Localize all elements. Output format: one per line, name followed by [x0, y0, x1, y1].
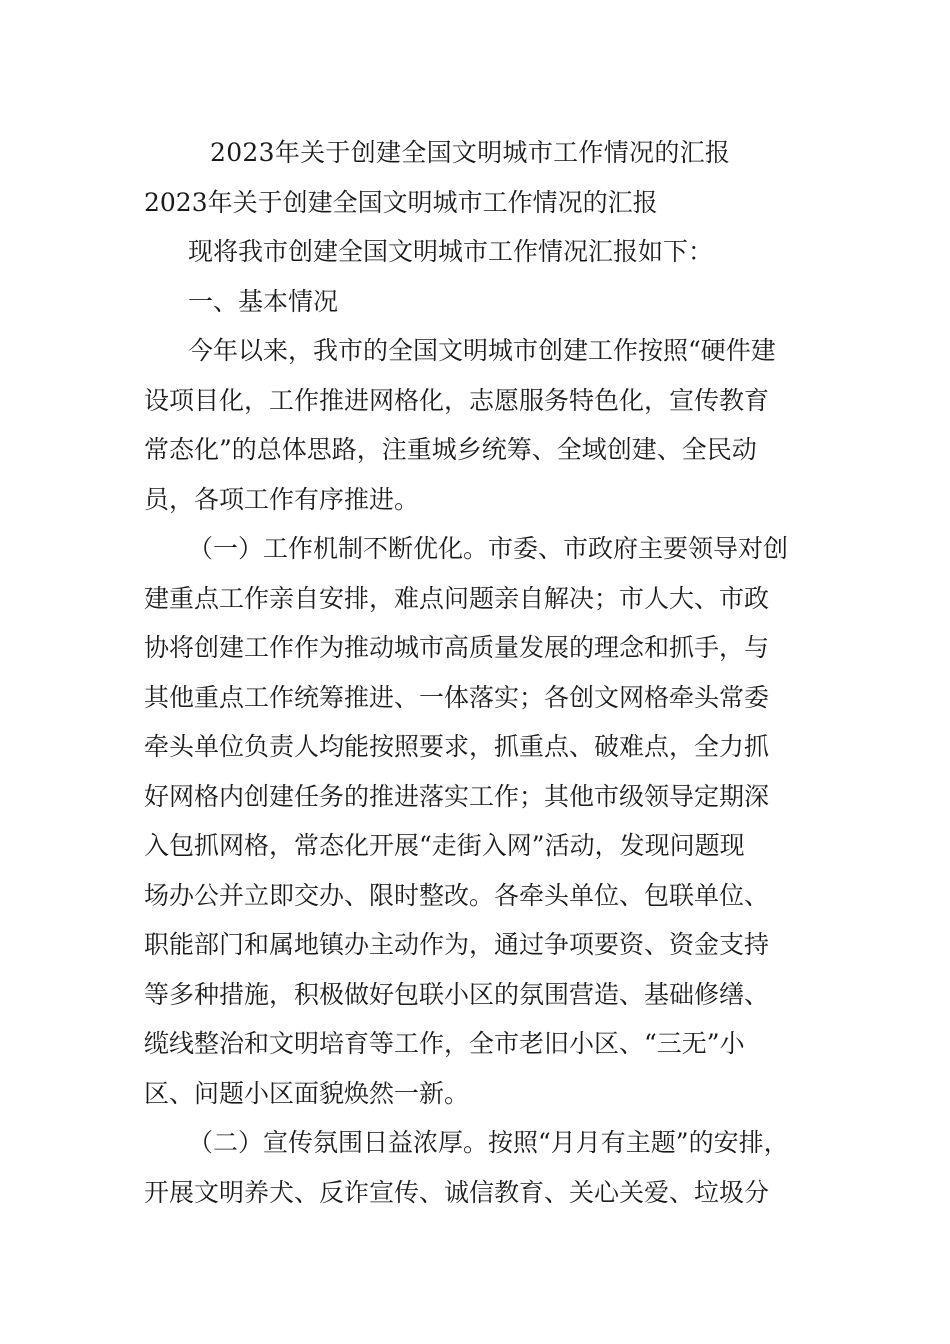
paragraph-line: 等多种措施，积极做好包联小区的氛围营造、基础修缮、	[144, 979, 770, 1009]
paragraph-line: 好网格内创建任务的推进落实工作；其他市级领导定期深	[144, 781, 770, 811]
paragraph-line: 开展文明养犬、反诈宣传、诚信教育、关心关爱、垃圾分	[144, 1177, 770, 1207]
document-body	[144, 128, 844, 1217]
section-heading-basic-situation: 一、基本情况	[188, 286, 339, 316]
document-subtitle: 2023年关于创建全国文明城市工作情况的汇报	[144, 187, 658, 217]
document-title: 2023年关于创建全国文明城市工作情况的汇报	[210, 138, 731, 167]
paragraph-line: 其他重点工作统筹推进、一体落实；各创文网格牵头常委	[144, 682, 770, 712]
paragraph-line: 牵头单位负责人均能按照要求，抓重点、破难点，全力抓	[144, 732, 770, 761]
paragraph-line: 职能部门和属地镇办主动作为，通过争项要资、资金支持	[144, 930, 770, 959]
paragraph-line: 今年以来，我市的全国文明城市创建工作按照“硬件建	[188, 336, 776, 365]
paragraph-line: 常态化”的总体思路，注重城乡统筹、全域创建、全民动	[144, 435, 757, 464]
paragraph-line: 场办公并立即交办、限时整改。各牵头单位、包联单位、	[144, 880, 770, 910]
intro-paragraph: 现将我市创建全国文明城市工作情况汇报如下：	[188, 237, 714, 266]
paragraph-line: 区、问题小区面貌焕然一新。	[144, 1078, 470, 1108]
paragraph-line: 缆线整治和文明培育等工作，全市老旧小区、“三无”小	[144, 1029, 745, 1058]
paragraph-line: （一）工作机制不断优化。市委、市政府主要领导对创	[188, 534, 789, 563]
paragraph-line: 入包抓网格，常态化开展“走街入网”活动，发现问题现	[144, 831, 745, 860]
paragraph-line: 协将创建工作作为推动城市高质量发展的理念和抓手，与	[144, 633, 770, 662]
paragraph-line: 员，各项工作有序推进。	[144, 484, 420, 514]
paragraph-line: 设项目化，工作推进网格化，志愿服务特色化，宣传教育	[144, 385, 770, 415]
paragraph-line: 建重点工作亲自安排，难点问题亲自解决；市人大、市政	[144, 583, 770, 613]
paragraph-line: （二）宣传氛围日益浓厚。按照“月月有主题”的安排，	[188, 1128, 789, 1157]
